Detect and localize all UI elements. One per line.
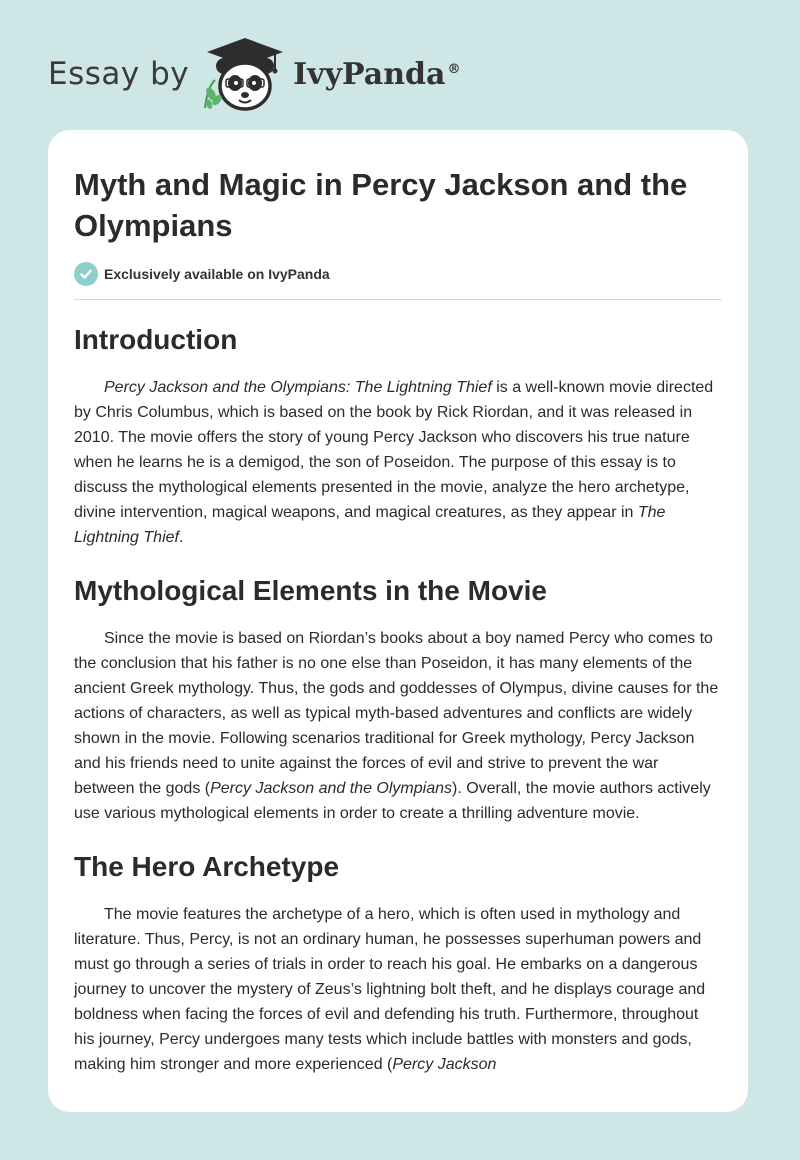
brand-name[interactable]: IvyPanda ®: [293, 56, 461, 92]
paragraph: Since the movie is based on Riordan’s books about a boy named Percy who comes to the conclusion that his father is no one else than Poseidon, it has many elements of the ancient Greek mythology. Thus, the gods and goddesses of Olympus, divine causes for the actions of characters, as well as typical myth-based adventures and conflicts are widely shown in the movie. Following scenarios traditional for Greek mythology, Percy Jackson and his friends need to unite against the forces of evil and strive to prevent the war between the gods (Percy Jackson and the Olympians). Overall, the movie authors actively use various mythological elements in order to create a thrilling adventure movie.: [74, 630, 719, 822]
panda-graduate-icon[interactable]: [203, 36, 287, 112]
paragraph: The movie features the archetype of a hero, which is often used in mythology and literature. Thus, Percy, is not an ordinary human, he possesses superhuman powers and must go through a series of trials in order to reach his goal. He embarks on a dangerous journey to uncover the mystery of Zeus’s lightning bolt theft, and he displays courage and boldness when facing the forces of evil and defending his truth. Furthermore, throughout his journey, Percy undergoes many tests which include battles with monsters and gods, making him stronger and more experienced (Percy Jackson: [74, 906, 706, 1073]
brand-header: [48, 36, 460, 112]
check-circle-icon: [74, 262, 98, 286]
essay-title: Myth and Magic in Percy Jackson and the Olympians: [74, 167, 688, 243]
exclusive-badge: [74, 262, 722, 286]
paragraph: Percy Jackson and the Olympians: The Lightning Thief is a well-known movie directed by Chris Columbus, which is based on the book by Rick Riordan, and it was released in 2010. The movie offers the story of young Percy Jackson who discovers his true nature when he learns he is a demigod, the son of Poseidon. The purpose of this essay is to discuss the mythological elements presented in the movie, analyze the hero archetype, divine intervention, magical weapons, and magical creatures, as they appear in The Lightning Thief.: [74, 379, 714, 546]
citation-italic: Percy Jackson: [392, 1056, 497, 1073]
section-introduction: [74, 323, 722, 550]
section-heading: The Hero Archetype: [74, 851, 340, 882]
divider: [74, 299, 722, 300]
section-heading: Mythological Elements in the Movie: [74, 575, 547, 606]
section-heading: Introduction: [74, 324, 238, 355]
movie-title-italic: The Lightning Thief: [74, 504, 666, 546]
movie-title-italic: Percy Jackson and the Olympians: The Lightning Thief: [104, 379, 492, 396]
badge-text: Exclusively available on IvyPanda: [104, 266, 330, 282]
section-hero-archetype: [74, 850, 722, 1077]
section-mythological-elements: [74, 574, 722, 826]
essay-card: [48, 130, 748, 1112]
brand-prefix: Essay by: [48, 56, 190, 92]
citation-italic: Percy Jackson and the Olympians: [210, 780, 452, 797]
